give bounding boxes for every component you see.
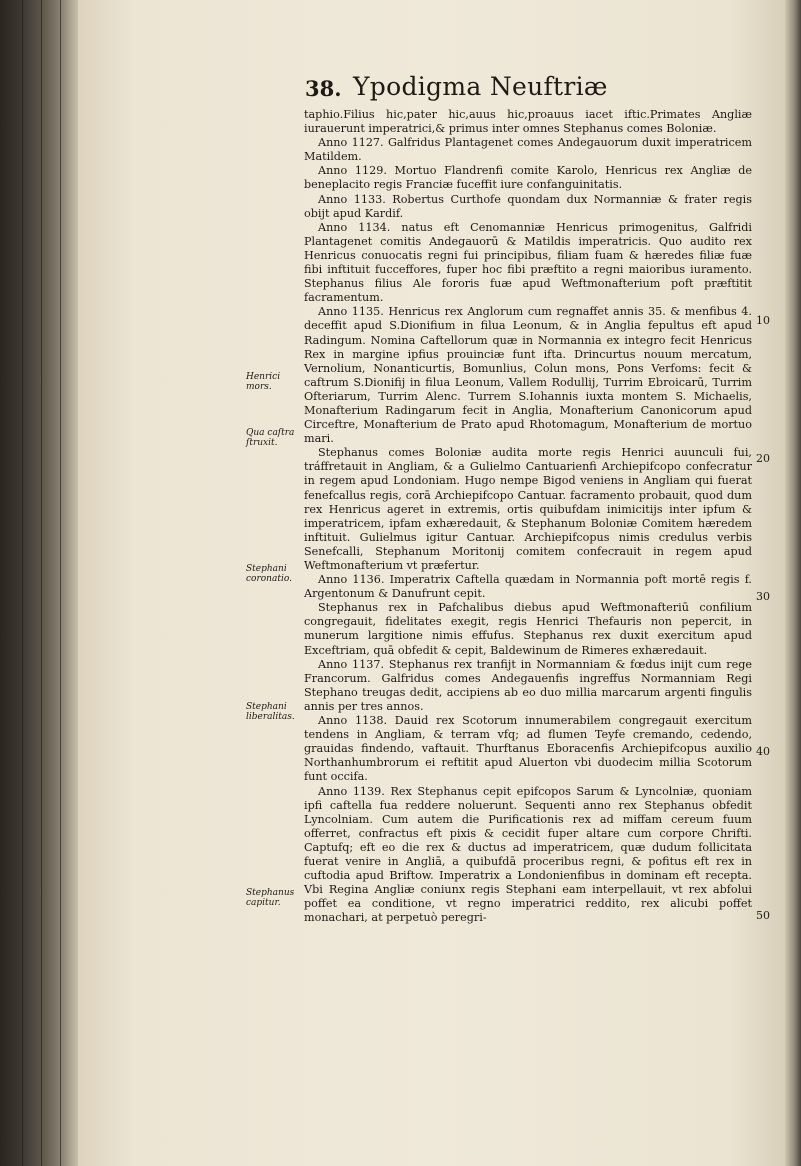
marginal-note: Stephanus capitur. — [246, 888, 295, 908]
paragraph: taphio.Filius hic,pater hic,auus hic,proauus iacet iftic.Primates Angliæ iurauerunt imperatrici,& primus inter omnes Stephanus comes Boloniæ. — [304, 108, 752, 136]
line-number: 10 — [756, 314, 770, 327]
paragraph: Stephanus comes Boloniæ audita morte regis Henrici auunculi fui, tráffretauit in Angliam, & a Gulielmo Cantuarienfi Archiepifcopo confecratur in regem apud Londoniam. Hugo nempe Bigod veniens in Angliam qui fuerat fenefcallus regis, corā Archiepifcopo Cantuar. facramento probauit, quod dum rex Henricus ageret in extremis, ortis quibufdam inimicitijs inter ipfum & imperatricem, ipfam exhæredauit, & Stephanum Boloniæ Comitem hæredem inftituit. Gulielmus igitur Cantuar. Archiepifcopus nimis credulus verbis Senefcalli, Stephanum Moritonij comitem confecrauit in regem apud Weftmonafterium vt præfertur. — [304, 446, 752, 572]
paragraph: Anno 1133. Robertus Curthofe quondam dux Normanniæ & frater regis obijt apud Kardif. — [304, 192, 752, 220]
page-header — [305, 72, 765, 106]
line-number: 30 — [756, 590, 770, 603]
paragraph: Anno 1127. Galfridus Plantagenet comes Andegauorum duxit imperatricem Matildem. — [304, 136, 752, 164]
page-number: 38. — [305, 76, 342, 101]
gutter-line — [22, 0, 23, 1166]
line-number: 20 — [756, 452, 770, 465]
line-number: 40 — [756, 745, 770, 758]
paragraph: Stephanus rex in Pafchalibus diebus apud Weftmonafteriū confilium congregauit, fidelitates exegit, regis Henrici Thefauris non pepercit, in munerum largitione nimis effufus. Stephanus rex duxit exercitum apud Exceftriam, quā obfedit & cepit, Baldewinum de Rimeres exhæredauit. — [304, 601, 752, 657]
body-text — [304, 108, 752, 925]
running-title: Ypodigma Neuftriæ — [353, 72, 608, 101]
paragraph: Anno 1137. Stephanus rex tranfijt in Normanniam & fœdus inijt cum rege Francorum. Galfridus comes Andegauenfis ingreffus Normanniam Regi Stephano treugas dedit, accipiens ab eo duo millia marcarum argenti fingulis annis per tres annos. — [304, 657, 752, 713]
gutter-line — [60, 0, 61, 1166]
marginal-note: Qua caſtra ſtruxit. — [246, 428, 295, 448]
line-number: 50 — [756, 909, 770, 922]
book-gutter — [0, 0, 78, 1166]
gutter-line — [41, 0, 42, 1166]
paragraph: Anno 1139. Rex Stephanus cepit epifcopos Sarum & Lyncolniæ, quoniam ipfi caftella fua reddere noluerunt. Sequenti anno rex Stephanus obfedit Lyncolniam. Cum autem die Purificationis rex ad miffam cereum fuum offerret, confractus eft pixis & cecidit fuper altare cum corpore Chrifti. Captufq; eft eo die rex & ductus ad imperatricem, quæ dudum follicitata fuerat venire in Angliā, a quibufdā proceribus regni, & pofitus eft rex in cuftodia apud Briftow. Imperatrix a Londonienfibus in dominam eft recepta. Vbi Regina Angliæ coniunx regis Stephani eam interpellauit, vt rex abfolui poffet ea conditione, vt regno imperatrici reddito, rex alicubi poffet monachari, at perpetuò peregri- — [304, 784, 752, 925]
marginal-note: Henrici mors. — [246, 372, 281, 392]
page-edge — [785, 0, 801, 1166]
marginal-note: Stephani coronatio. — [246, 564, 292, 584]
paragraph: Anno 1135. Henricus rex Anglorum cum regnaffet annis 35. & menfibus 4. deceffit apud S.Dionifium in filua Leonum, & in Anglia fepultus eft apud Radingum. Nomina Caftellorum quæ in Normannia ex integro fecit Henricus Rex in margine ipfius prouinciæ funt ifta. Drincurtus nouum mercatum, Vernolium, Nonanticurtis, Bomunlius, Colun mons, Pons Verfoms: fecit & caftrum S.Dionifij in filua Leonum, Vallem Rodullij, Turrim Ebroicarū, Turrim Ofteriarum, Turrim Alenc. Turrem S.Iohannis iuxta montem S. Michaelis, Monafterium Radingarum fecit in Anglia, Monafterium Canonicorum apud Circeftre, Monafterium de Prato apud Rhotomagum, Monafterium de mortuo mari. — [304, 305, 752, 446]
paragraph: Anno 1134. natus eft Cenomanniæ Henricus primogenitus, Galfridi Plantagenet comitis Andegauorū & Matildis imperatricis. Quo audito rex Henricus conuocatis regni fui principibus, filiam fuam & hæredes filiæ fuæ fibi inftituit fucceffores, fuper hoc fibi præftito a regni maioribus iuramento. Stephanus filius Ale fororis fuæ apud Weftmonafterium poft præftitit facramentum. — [304, 220, 752, 305]
marginal-note: Stephani liberalitas. — [246, 702, 295, 722]
paragraph: Anno 1138. Dauid rex Scotorum innumerabilem congregauit exercitum tendens in Angliam, & terram vfq; ad flumen Teyfe cremando, cedendo, grauidas findendo, vaftauit. Thurftanus Eboracenfis Archiepifcopus auxilio Northanhumbrorum ei reftitit apud Aluerton vbi duodecim millia Scotorum funt occifa. — [304, 714, 752, 784]
paragraph: Anno 1129. Mortuo Flandrenfi comite Karolo, Henricus rex Angliæ de beneplacito regis Franciæ fuceffit iure confanguinitatis. — [304, 164, 752, 192]
paragraph: Anno 1136. Imperatrix Caftella quædam in Normannia poft mortē regis f. Argentonum & Danufrunt cepit. — [304, 573, 752, 601]
